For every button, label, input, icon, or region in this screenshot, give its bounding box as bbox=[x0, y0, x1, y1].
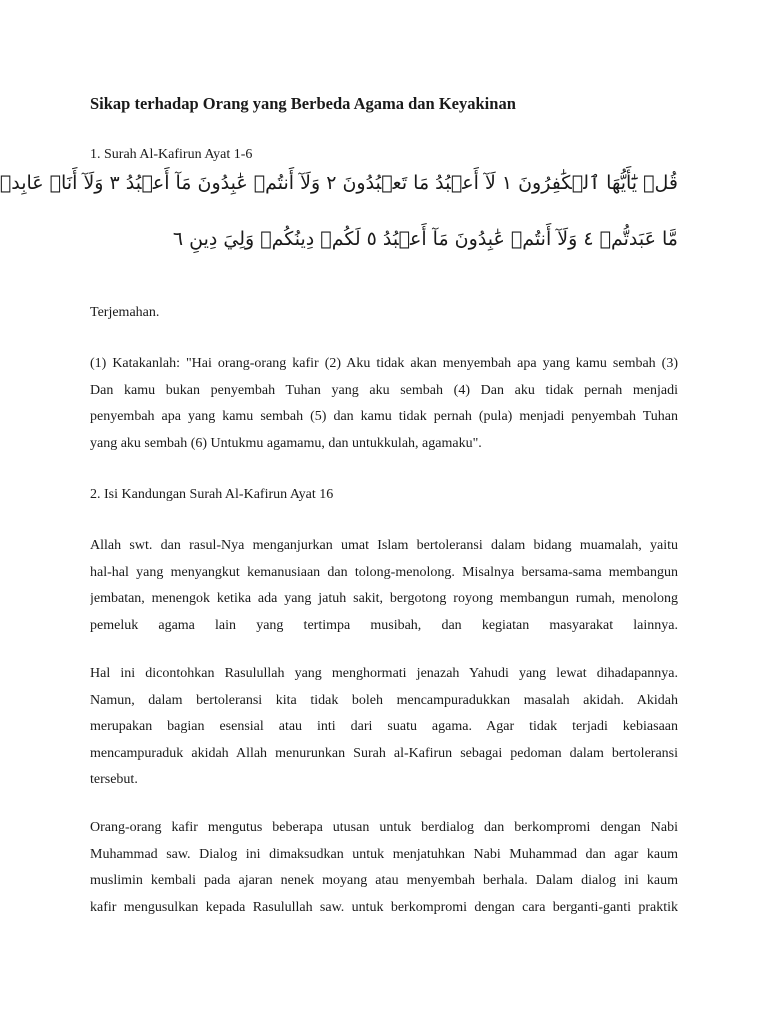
paragraph-line: mencampuraduk akidah Allah menurunkan Surah al-Kafirun sebagai pedoman dalam bertoleransi bbox=[90, 745, 678, 761]
paragraph-1 bbox=[90, 533, 678, 639]
section2-heading: 2. Isi Kandungan Surah Al-Kafirun Ayat 16 bbox=[90, 487, 334, 502]
paragraph-line: Orang-orang kafir mengutus beberapa utusan untuk berdialog dan berkompromi dengan Nabi bbox=[90, 820, 678, 835]
section1-heading: 1. Surah Al-Kafirun Ayat 1-6 bbox=[90, 147, 253, 162]
translation-line: (1) Katakanlah: "Hai orang-orang kafir (2) Aku tidak akan menyembah apa yang kamu sembah (3) bbox=[90, 356, 678, 371]
translation-line: yang aku sembah (6) Untukmu agamamu, dan untukkulah, agamaku". bbox=[90, 435, 482, 451]
paragraph-3 bbox=[90, 815, 678, 921]
translation-line: Dan kamu bukan penyembah Tuhan yang aku sembah (4) Dan aku tidak pernah menjadi bbox=[90, 382, 678, 398]
paragraph-line: Namun, dalam bertoleransi kita tidak boleh mencampuradukkan masalah akidah. Akidah bbox=[90, 692, 678, 708]
document-title: Sikap terhadap Orang yang Berbeda Agama dan Keyakinan bbox=[90, 94, 516, 113]
paragraph-line: Hal ini dicontohkan Rasulullah yang menghormati jenazah Yahudi yang lewat dihadapannya. bbox=[90, 666, 678, 681]
translation-line: penyembah apa yang kamu sembah (5) dan kamu tidak pernah (pula) menjadi penyembah Tuhan bbox=[90, 409, 678, 424]
paragraph-line: Allah swt. dan rasul-Nya menganjurkan umat Islam bertoleransi dalam bidang muamalah, yaitu bbox=[90, 538, 678, 553]
arabic-verse-line-2: مَّا عَبَدتُّمۡ ٤ وَلَآ أَنتُمۡ عَٰبِدُونَ مَآ أَعۡبُدُ ٥ لَكُمۡ دِينُكُمۡ وَلِيَ دِينِ ٦ bbox=[172, 228, 678, 250]
paragraph-line: merupakan bagian esensial atau inti dari suatu agama. Agar tidak terjadi kebiasaan bbox=[90, 719, 678, 734]
paragraph-line: jembatan, menengok ketika ada yang jatuh sakit, bergotong royong membangun rumah, menolong bbox=[90, 591, 678, 606]
paragraph-line: hal-hal yang menyangkut kemanusiaan dan tolong-menolong. Misalnya bersama-sama membangun bbox=[90, 564, 678, 580]
translation-heading: Terjemahan. bbox=[90, 305, 160, 320]
paragraph-line: tersebut. bbox=[90, 772, 138, 787]
paragraph-line: kafir mengusulkan kepada Rasulullah saw. untuk berkompromi dengan cara berganti-ganti praktik bbox=[90, 899, 678, 915]
paragraph-line: muslimin kembali pada ajaran nenek moyang atau menyembah berhala. Dalam dialog ini kaum bbox=[90, 873, 678, 888]
translation-paragraph bbox=[90, 351, 678, 457]
paragraph-2 bbox=[90, 661, 678, 794]
paragraph-line: pemeluk agama lain yang tertimpa musibah, dan kegiatan masyarakat lainnya. bbox=[90, 617, 678, 633]
arabic-verse-line-1: قُلۡ يَٰٓأَيُّهَا ٱلۡكَٰفِرُونَ ١ لَآ أَعۡبُدُ مَا تَعۡبُدُونَ ٢ وَلَآ أَنتُمۡ عَٰبِدُونَ مَآ أَعۡبُدُ ٣ وَلَآ أَنَا۠ عَابِدٞ bbox=[0, 172, 678, 194]
paragraph-line: Muhammad saw. Dialog ini dimaksudkan untuk menjatuhkan Nabi Muhammad dan agar kaum bbox=[90, 846, 678, 862]
